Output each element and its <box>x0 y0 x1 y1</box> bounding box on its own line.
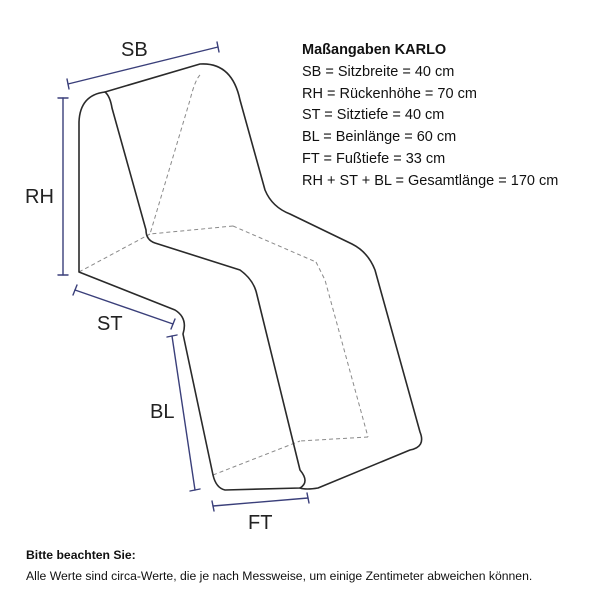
spec-line: SB = Sitzbreite = 40 cm <box>302 63 455 80</box>
label-ft: FT <box>248 512 273 534</box>
sb-tick-right <box>217 42 219 52</box>
spec-line: BL = Beinlänge = 60 cm <box>302 129 457 146</box>
label-bl: BL <box>150 401 175 423</box>
ft-dimension-line <box>213 498 308 506</box>
spec-line: FT = Fußtiefe = 33 cm <box>302 150 446 167</box>
bl-dimension-line <box>172 336 195 490</box>
hidden-edge-foot-left <box>213 441 300 475</box>
dimension-markers <box>58 42 309 511</box>
dimension-labels <box>25 39 272 534</box>
sb-tick-left <box>67 79 69 89</box>
dimensions-spec-block <box>302 40 558 193</box>
hidden-edge-back-left <box>150 75 200 234</box>
hidden-edge-foot-back <box>300 437 368 441</box>
ft-tick-right <box>307 493 309 503</box>
label-st: ST <box>97 313 123 335</box>
spec-line: RH + ST + BL = Gesamtlänge = 170 cm <box>302 172 559 189</box>
measurement-note <box>26 545 532 587</box>
spec-line: ST = Sitztiefe = 40 cm <box>302 107 445 124</box>
hidden-edge-seat-back <box>233 226 316 262</box>
bl-tick-bottom <box>190 489 200 491</box>
ft-tick-left <box>212 501 214 511</box>
spec-line: RH = Rückenhöhe = 70 cm <box>302 85 477 102</box>
hidden-edge-knee <box>316 262 368 437</box>
label-rh: RH <box>25 186 54 208</box>
label-sb: SB <box>121 39 148 61</box>
note-text: Alle Werte sind circa-Werte, die je nach Messweise, um einige Zentimeter abweichen können. <box>26 569 533 583</box>
hidden-edge-fold-back <box>150 226 233 234</box>
outline-left-side <box>79 92 305 490</box>
note-heading: Bitte beachten Sie: <box>26 548 136 562</box>
bl-tick-top <box>167 335 177 337</box>
spec-title: Maßangaben KARLO <box>302 42 447 58</box>
hidden-edge-fold-front <box>79 234 150 272</box>
st-dimension-line <box>75 290 173 324</box>
